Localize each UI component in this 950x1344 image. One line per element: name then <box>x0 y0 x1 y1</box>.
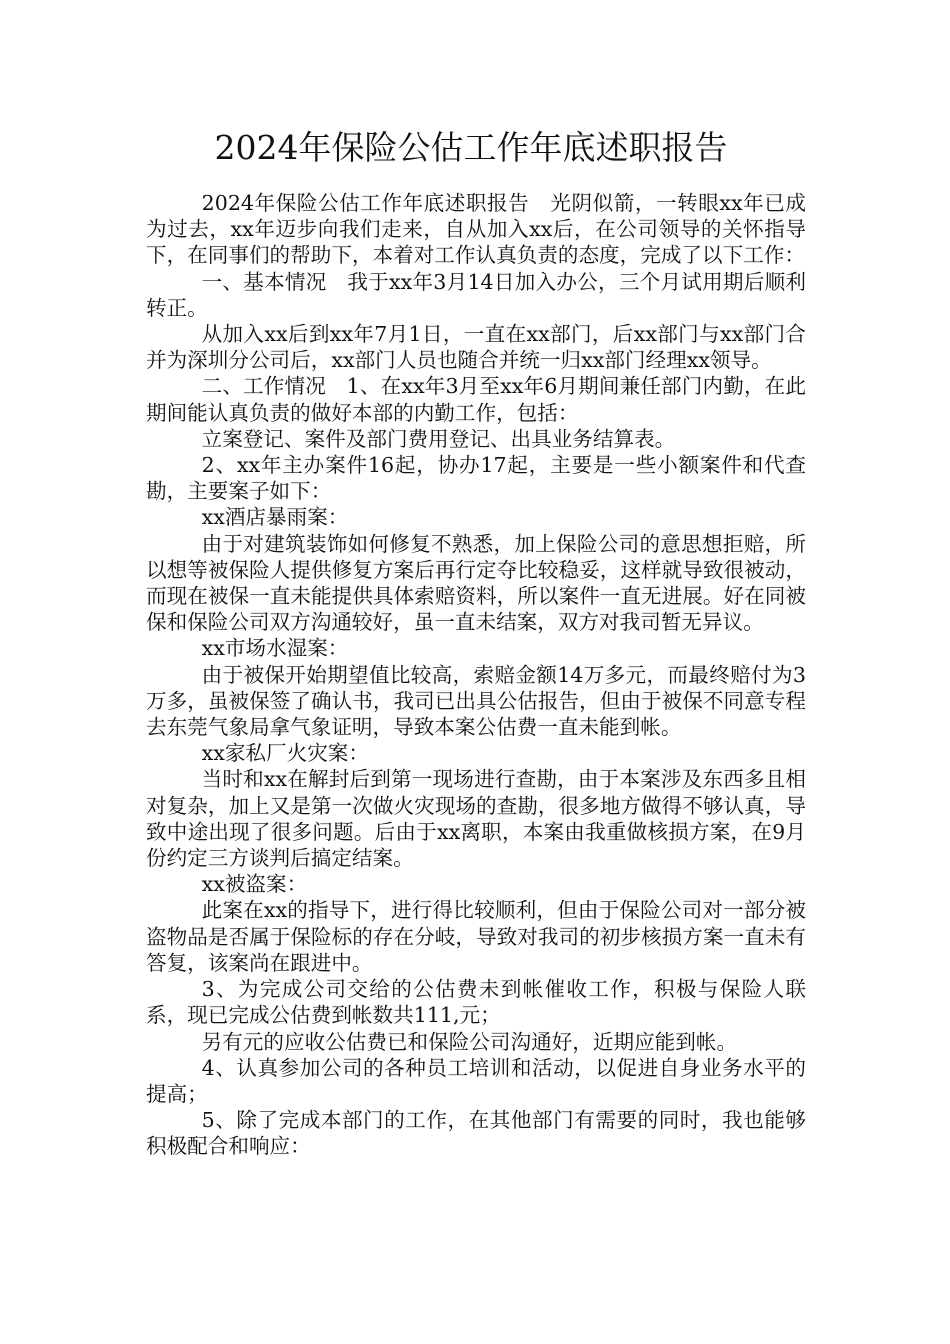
document-page <box>146 126 806 1160</box>
paragraph: 立案登记、案件及部门费用登记、出具业务结算表。 <box>201 426 676 451</box>
paragraph: 当时和xx在解封后到第一现场进行查勘，由于本案涉及东西多且相对复杂，加上又是第一次做火灾现场的查勘，很多地方做得不够认真，导致中途出现了很多问题。后由于xx离职，本案由我重做核损方案，在9月份约定三方谈判后搞定结案。 <box>146 767 806 871</box>
document-body <box>146 190 806 1160</box>
paragraph: 2024年保险公估工作年底述职报告 光阴似箭，一转眼xx年已成为过去，xx年迈步向我们走来，自从加入xx后，在公司领导的关怀指导下，在同事们的帮助下，本着对工作认真负责的态度，完成了以下工作： <box>146 191 806 268</box>
paragraph: 此案在xx的指导下，进行得比较顺利，但由于保险公司对一部分被盗物品是否属于保险标的存在分岐，导致对我司的初步核损方案一直未有答复，该案尚在跟进中。 <box>146 898 806 975</box>
paragraph: 二、工作情况 1、在xx年3月至xx年6月期间兼任部门内勤，在此期间能认真负责的做好本部的内勤工作，包括： <box>146 374 806 425</box>
paragraph: 一、基本情况 我于xx年3月14日加入办公，三个月试用期后顺利转正。 <box>146 269 806 320</box>
case-heading: xx被盗案： <box>201 872 308 897</box>
case-heading: xx家私厂火灾案： <box>201 741 369 766</box>
paragraph: 3、为完成公司交给的公估费未到帐催收工作，积极与保险人联系，现已完成公估费到帐数共111,元； <box>146 977 806 1028</box>
case-heading: xx市场水湿案： <box>201 636 349 661</box>
paragraph: 2、xx年主办案件16起，协办17起，主要是一些小额案件和代查勘，主要案子如下： <box>146 453 806 504</box>
document-title: 2024年保险公估工作年底述职报告 <box>214 128 728 167</box>
paragraph: 4、认真参加公司的各种员工培训和活动，以促进自身业务水平的提高； <box>146 1055 806 1106</box>
case-heading: xx酒店暴雨案： <box>201 505 349 530</box>
paragraph: 另有元的应收公估费已和保险公司沟通好，近期应能到帐。 <box>201 1029 738 1054</box>
paragraph: 由于对建筑装饰如何修复不熟悉，加上保险公司的意思想拒赔，所以想等被保险人提供修复方案后再行定夺比较稳妥，这样就导致很被动，而现在被保一直未能提供具体索赔资料，所以案件一直无进展。好在同被保和保险公司双方沟通较好，虽一直未结案，双方对我司暂无异议。 <box>146 531 806 635</box>
paragraph: 从加入xx后到xx年7月1日，一直在xx部门，后xx部门与xx部门合并为深圳分公司后，xx部门人员也随合并统一归xx部门经理xx领导。 <box>146 322 806 373</box>
paragraph: 由于被保开始期望值比较高，索赔金额14万多元，而最终赔付为3万多，虽被保签了确认书，我司已出具公估报告，但由于被保不同意专程去东莞气象局拿气象证明，导致本案公估费一直未能到帐。 <box>146 662 806 740</box>
paragraph: 5、除了完成本部门的工作，在其他部门有需要的同时，我也能够积极配合和响应： <box>146 1108 806 1159</box>
